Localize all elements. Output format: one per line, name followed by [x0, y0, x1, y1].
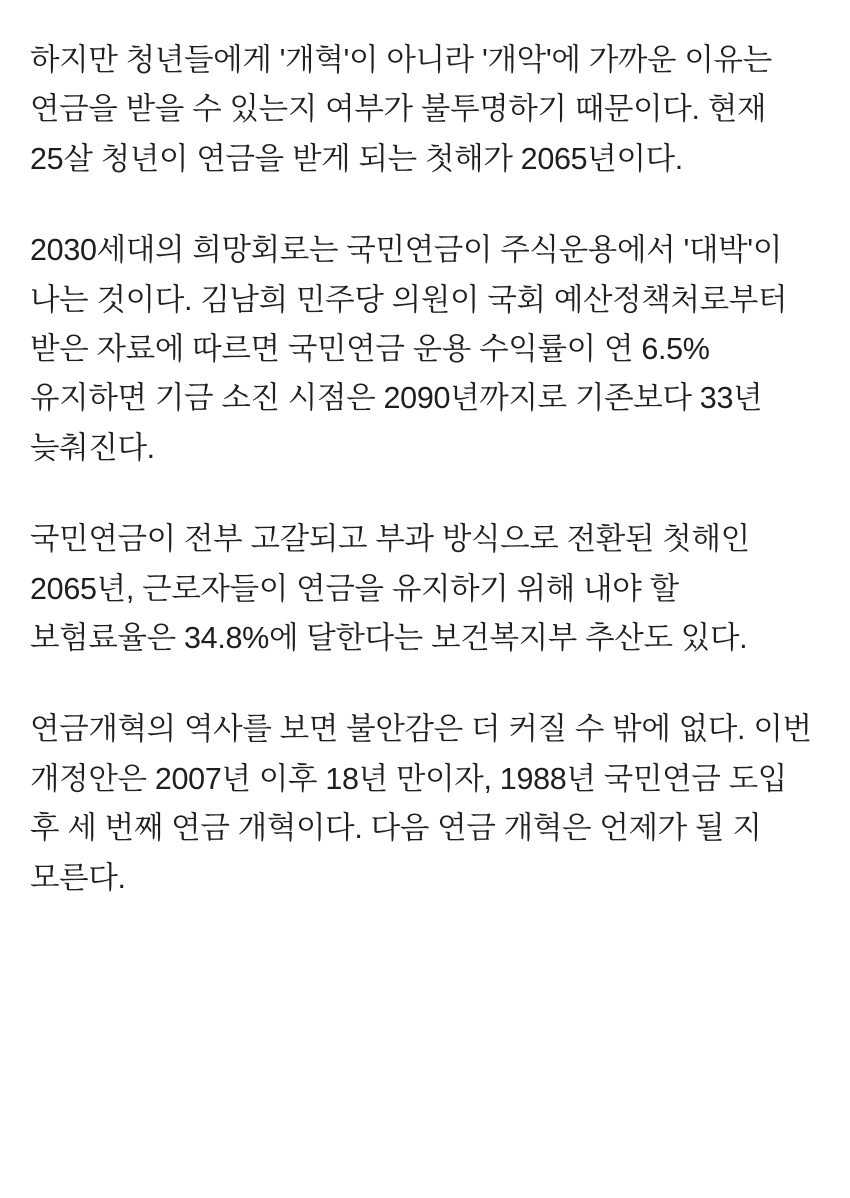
- article-paragraph: 2030세대의 희망회로는 국민연금이 주식운용에서 '대박'이 나는 것이다. 김남희 민주당 의원이 국회 예산정책처로부터 받은 자료에 따르면 국민연금 운용 수익률이 연 6.5% 유지하면 기금 소진 시점은 2090년까지로 기존보다 33년 늦춰진다.: [30, 233, 796, 465]
- article-paragraph: 연금개혁의 역사를 보면 불안감은 더 커질 수 밖에 없다. 이번 개정안은 2007년 이후 18년 만이자, 1988년 국민연금 도입 후 세 번째 연금 개혁이다. 다음 연금 개혁은 언제가 될 지 모른다.: [30, 712, 820, 895]
- article-paragraph: 국민연금이 전부 고갈되고 부과 방식으로 전환된 첫해인 2065년, 근로자들이 연금을 유지하기 위해 내야 할 보험료율은 34.8%에 달한다는 보건복지부 추산도 있다.: [30, 522, 758, 656]
- article-paragraph: 하지만 청년들에게 '개혁'이 아니라 '개악'에 가까운 이유는 연금을 받을 수 있는지 여부가 불투명하기 때문이다. 현재 25살 청년이 연금을 받게 되는 첫해가 2065년이다.: [30, 43, 781, 176]
